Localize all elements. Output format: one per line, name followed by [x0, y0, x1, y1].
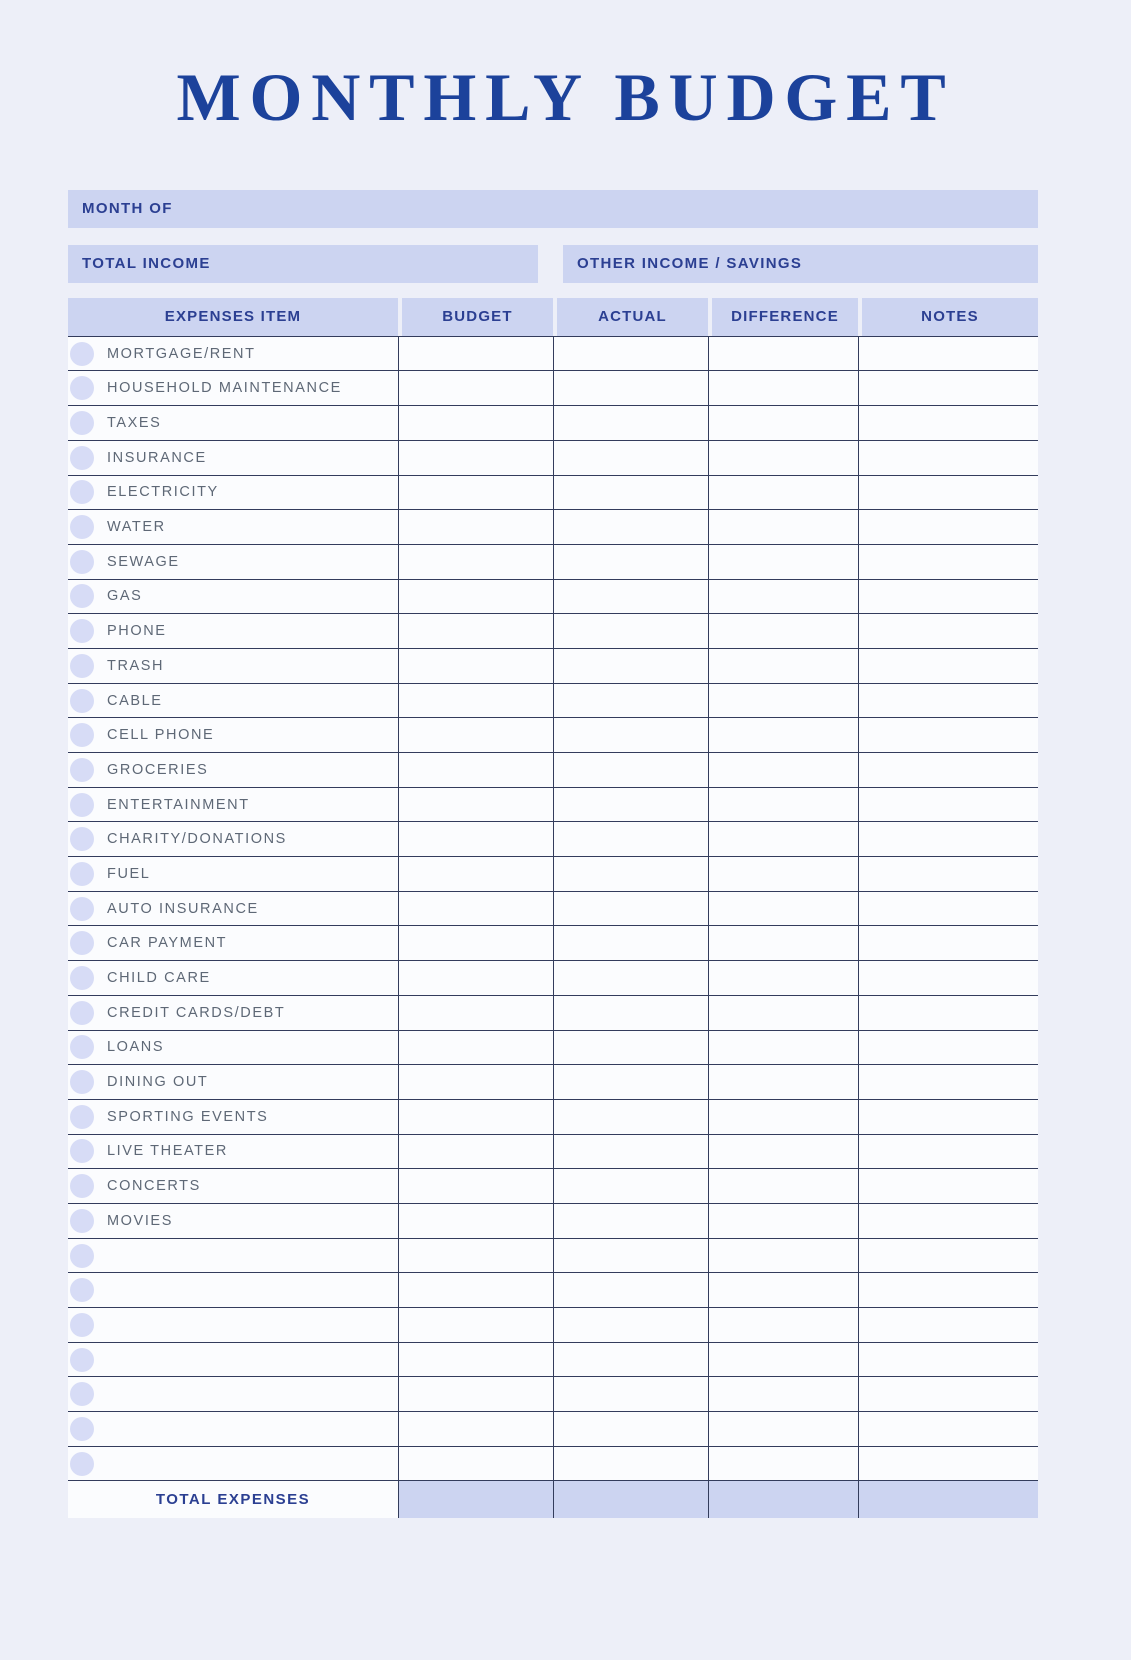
notes-cell[interactable]: [858, 1065, 1038, 1099]
budget-cell[interactable]: [398, 822, 553, 856]
notes-cell[interactable]: [858, 822, 1038, 856]
expense-label: CHARITY/DONATIONS: [107, 831, 287, 848]
actual-cell[interactable]: [553, 822, 708, 856]
notes-cell[interactable]: [858, 649, 1038, 683]
notes-cell[interactable]: [858, 1135, 1038, 1169]
expense-label: SEWAGE: [107, 553, 180, 570]
month-of-field[interactable]: [68, 190, 1038, 228]
table-row: [68, 926, 1038, 961]
bullet-icon: [70, 931, 94, 955]
total-difference-cell[interactable]: [708, 1481, 858, 1518]
difference-cell[interactable]: [708, 580, 858, 614]
month-of-label: MONTH OF: [82, 200, 173, 218]
bullet-icon: [70, 793, 94, 817]
bullet-icon: [70, 1278, 94, 1302]
budget-cell[interactable]: [398, 441, 553, 475]
notes-cell[interactable]: [858, 1447, 1038, 1481]
table-row: [68, 996, 1038, 1031]
notes-cell[interactable]: [858, 1343, 1038, 1377]
actual-cell[interactable]: [553, 545, 708, 579]
expense-label: TAXES: [107, 415, 162, 432]
notes-cell[interactable]: [858, 1377, 1038, 1411]
total-actual-cell[interactable]: [553, 1481, 708, 1518]
bullet-icon: [70, 654, 94, 678]
bullet-icon: [70, 1070, 94, 1094]
budget-cell[interactable]: [398, 961, 553, 995]
notes-cell[interactable]: [858, 1412, 1038, 1446]
expense-label: MOVIES: [107, 1212, 173, 1229]
budget-cell[interactable]: [398, 1273, 553, 1307]
table-row: [68, 1169, 1038, 1204]
expense-item-cell: [68, 1135, 398, 1169]
expense-item-cell: [68, 371, 398, 405]
notes-cell[interactable]: [858, 996, 1038, 1030]
difference-cell[interactable]: [708, 1377, 858, 1411]
difference-cell[interactable]: [708, 1031, 858, 1065]
expense-label: GAS: [107, 588, 143, 605]
header-budget: BUDGET: [398, 298, 553, 336]
difference-cell[interactable]: [708, 892, 858, 926]
header-notes: NOTES: [858, 298, 1038, 336]
notes-cell[interactable]: [858, 718, 1038, 752]
notes-cell[interactable]: [858, 857, 1038, 891]
expense-item-cell: [68, 1239, 398, 1273]
actual-cell[interactable]: [553, 788, 708, 822]
expense-item-cell: [68, 614, 398, 648]
expense-label: WATER: [107, 519, 166, 536]
bullet-icon: [70, 1001, 94, 1025]
difference-cell[interactable]: [708, 996, 858, 1030]
expense-item-cell: [68, 926, 398, 960]
bullet-icon: [70, 515, 94, 539]
actual-cell[interactable]: [553, 337, 708, 371]
budget-cell[interactable]: [398, 1169, 553, 1203]
table-row: [68, 1377, 1038, 1412]
difference-cell[interactable]: [708, 926, 858, 960]
table-row: [68, 371, 1038, 406]
table-header-row: [68, 298, 1038, 336]
notes-cell[interactable]: [858, 1308, 1038, 1342]
header-actual: ACTUAL: [553, 298, 708, 336]
table-row: [68, 1100, 1038, 1135]
notes-cell[interactable]: [858, 614, 1038, 648]
bullet-icon: [70, 411, 94, 435]
actual-cell[interactable]: [553, 649, 708, 683]
expense-item-cell: [68, 1065, 398, 1099]
expense-table: [68, 298, 1038, 1519]
expense-item-cell: [68, 1273, 398, 1307]
expense-item-cell: [68, 1377, 398, 1411]
total-row: [68, 1481, 1038, 1518]
notes-cell[interactable]: [858, 892, 1038, 926]
table-row: [68, 1031, 1038, 1066]
difference-cell[interactable]: [708, 406, 858, 440]
budget-cell[interactable]: [398, 892, 553, 926]
budget-cell[interactable]: [398, 1135, 553, 1169]
bullet-icon: [70, 966, 94, 990]
expense-label: CHILD CARE: [107, 970, 211, 987]
table-row: [68, 510, 1038, 545]
budget-cell[interactable]: [398, 1100, 553, 1134]
notes-cell[interactable]: [858, 1239, 1038, 1273]
expense-label: GROCERIES: [107, 761, 209, 778]
budget-cell[interactable]: [398, 1412, 553, 1446]
expense-label: FUEL: [107, 865, 151, 882]
expense-item-cell: [68, 684, 398, 718]
notes-cell[interactable]: [858, 545, 1038, 579]
expense-item-cell: [68, 1343, 398, 1377]
budget-sheet: [68, 190, 1038, 1519]
bullet-icon: [70, 862, 94, 886]
table-row: [68, 1204, 1038, 1239]
expense-label: ELECTRICITY: [107, 484, 219, 501]
table-row: [68, 406, 1038, 441]
difference-cell[interactable]: [708, 1135, 858, 1169]
bullet-icon: [70, 1105, 94, 1129]
expense-label: AUTO INSURANCE: [107, 900, 259, 917]
budget-cell[interactable]: [398, 1239, 553, 1273]
expense-item-cell: [68, 1204, 398, 1238]
bullet-icon: [70, 1313, 94, 1337]
actual-cell[interactable]: [553, 441, 708, 475]
budget-cell[interactable]: [398, 545, 553, 579]
bullet-icon: [70, 1174, 94, 1198]
notes-cell[interactable]: [858, 337, 1038, 371]
total-income-label: TOTAL INCOME: [82, 255, 211, 273]
actual-cell[interactable]: [553, 718, 708, 752]
expense-label: LOANS: [107, 1039, 165, 1056]
table-row: [68, 1412, 1038, 1447]
actual-cell[interactable]: [553, 996, 708, 1030]
budget-cell[interactable]: [398, 649, 553, 683]
expense-item-cell: [68, 649, 398, 683]
bullet-icon: [70, 1417, 94, 1441]
table-row: [68, 614, 1038, 649]
notes-cell[interactable]: [858, 1273, 1038, 1307]
bullet-icon: [70, 1139, 94, 1163]
bullet-icon: [70, 689, 94, 713]
total-income-field[interactable]: [68, 245, 538, 283]
expense-label: DINING OUT: [107, 1074, 209, 1091]
bullet-icon: [70, 619, 94, 643]
difference-cell[interactable]: [708, 545, 858, 579]
table-row: [68, 1308, 1038, 1343]
difference-cell[interactable]: [708, 961, 858, 995]
expense-label: CAR PAYMENT: [107, 935, 228, 952]
difference-cell[interactable]: [708, 718, 858, 752]
expense-item-cell: [68, 718, 398, 752]
actual-cell[interactable]: [553, 1308, 708, 1342]
difference-cell[interactable]: [708, 1308, 858, 1342]
notes-cell[interactable]: [858, 1169, 1038, 1203]
budget-cell[interactable]: [398, 926, 553, 960]
expense-label: INSURANCE: [107, 449, 207, 466]
notes-cell[interactable]: [858, 510, 1038, 544]
budget-cell[interactable]: [398, 788, 553, 822]
expense-label: LIVE THEATER: [107, 1143, 228, 1160]
bullet-icon: [70, 897, 94, 921]
notes-cell[interactable]: [858, 1100, 1038, 1134]
budget-cell[interactable]: [398, 1377, 553, 1411]
expense-item-cell: [68, 1100, 398, 1134]
difference-cell[interactable]: [708, 614, 858, 648]
difference-cell[interactable]: [708, 1447, 858, 1481]
notes-cell[interactable]: [858, 476, 1038, 510]
budget-cell[interactable]: [398, 1204, 553, 1238]
expense-item-cell: [68, 753, 398, 787]
expense-label: CONCERTS: [107, 1178, 201, 1195]
difference-cell[interactable]: [708, 753, 858, 787]
budget-cell[interactable]: [398, 857, 553, 891]
actual-cell[interactable]: [553, 961, 708, 995]
total-budget-cell[interactable]: [398, 1481, 553, 1518]
total-notes-cell[interactable]: [858, 1481, 1038, 1518]
expense-item-cell: [68, 476, 398, 510]
expense-item-cell: [68, 1031, 398, 1065]
bullet-icon: [70, 1209, 94, 1233]
difference-cell[interactable]: [708, 476, 858, 510]
budget-cell[interactable]: [398, 1065, 553, 1099]
table-row: [68, 684, 1038, 719]
budget-cell[interactable]: [398, 1308, 553, 1342]
difference-cell[interactable]: [708, 337, 858, 371]
table-row: [68, 441, 1038, 476]
actual-cell[interactable]: [553, 1135, 708, 1169]
expense-item-cell: [68, 996, 398, 1030]
difference-cell[interactable]: [708, 510, 858, 544]
expense-item-cell: [68, 1308, 398, 1342]
notes-cell[interactable]: [858, 441, 1038, 475]
actual-cell[interactable]: [553, 1169, 708, 1203]
actual-cell[interactable]: [553, 510, 708, 544]
expense-label: ENTERTAINMENT: [107, 796, 250, 813]
expense-item-cell: [68, 857, 398, 891]
notes-cell[interactable]: [858, 753, 1038, 787]
table-row: [68, 753, 1038, 788]
budget-cell[interactable]: [398, 580, 553, 614]
difference-cell[interactable]: [708, 857, 858, 891]
bullet-icon: [70, 827, 94, 851]
bullet-icon: [70, 550, 94, 574]
budget-cell[interactable]: [398, 684, 553, 718]
actual-cell[interactable]: [553, 1031, 708, 1065]
difference-cell[interactable]: [708, 1239, 858, 1273]
budget-cell[interactable]: [398, 1343, 553, 1377]
difference-cell[interactable]: [708, 684, 858, 718]
notes-cell[interactable]: [858, 580, 1038, 614]
budget-cell[interactable]: [398, 1031, 553, 1065]
actual-cell[interactable]: [553, 684, 708, 718]
expense-label: SPORTING EVENTS: [107, 1108, 269, 1125]
notes-cell[interactable]: [858, 1204, 1038, 1238]
actual-cell[interactable]: [553, 1343, 708, 1377]
actual-cell[interactable]: [553, 1447, 708, 1481]
actual-cell[interactable]: [553, 753, 708, 787]
table-row: [68, 1273, 1038, 1308]
budget-cell[interactable]: [398, 614, 553, 648]
table-row: [68, 961, 1038, 996]
bullet-icon: [70, 1348, 94, 1372]
actual-cell[interactable]: [553, 1065, 708, 1099]
table-row: [68, 1239, 1038, 1274]
expense-item-cell: [68, 510, 398, 544]
notes-cell[interactable]: [858, 406, 1038, 440]
bullet-icon: [70, 480, 94, 504]
table-row: [68, 1135, 1038, 1170]
bullet-icon: [70, 342, 94, 366]
bullet-icon: [70, 584, 94, 608]
bullet-icon: [70, 376, 94, 400]
table-row: [68, 337, 1038, 372]
difference-cell[interactable]: [708, 1204, 858, 1238]
budget-cell[interactable]: [398, 996, 553, 1030]
difference-cell[interactable]: [708, 1100, 858, 1134]
actual-cell[interactable]: [553, 892, 708, 926]
bullet-icon: [70, 723, 94, 747]
table-row: [68, 580, 1038, 615]
difference-cell[interactable]: [708, 1412, 858, 1446]
notes-cell[interactable]: [858, 788, 1038, 822]
page-title: MONTHLY BUDGET: [176, 59, 955, 135]
actual-cell[interactable]: [553, 1377, 708, 1411]
bullet-icon: [70, 1452, 94, 1476]
actual-cell[interactable]: [553, 371, 708, 405]
actual-cell[interactable]: [553, 1100, 708, 1134]
bullet-icon: [70, 1035, 94, 1059]
difference-cell[interactable]: [708, 441, 858, 475]
table-row: [68, 857, 1038, 892]
table-row: [68, 822, 1038, 857]
bullet-icon: [70, 446, 94, 470]
difference-cell[interactable]: [708, 649, 858, 683]
expense-item-cell: [68, 337, 398, 371]
expense-label: PHONE: [107, 623, 167, 640]
expense-item-cell: [68, 822, 398, 856]
budget-cell[interactable]: [398, 337, 553, 371]
table-row: [68, 649, 1038, 684]
total-expenses-label: TOTAL EXPENSES: [68, 1481, 398, 1518]
notes-cell[interactable]: [858, 371, 1038, 405]
actual-cell[interactable]: [553, 580, 708, 614]
expense-item-cell: [68, 1169, 398, 1203]
actual-cell[interactable]: [553, 857, 708, 891]
expense-item-cell: [68, 406, 398, 440]
difference-cell[interactable]: [708, 1273, 858, 1307]
expense-item-cell: [68, 545, 398, 579]
actual-cell[interactable]: [553, 406, 708, 440]
budget-cell[interactable]: [398, 510, 553, 544]
actual-cell[interactable]: [553, 926, 708, 960]
budget-cell[interactable]: [398, 371, 553, 405]
difference-cell[interactable]: [708, 1343, 858, 1377]
actual-cell[interactable]: [553, 1412, 708, 1446]
notes-cell[interactable]: [858, 926, 1038, 960]
table-row: [68, 1065, 1038, 1100]
other-income-label: OTHER INCOME / SAVINGS: [577, 255, 803, 273]
expense-label: MORTGAGE/RENT: [107, 345, 256, 362]
income-row: [68, 245, 1038, 283]
expense-item-cell: [68, 788, 398, 822]
header-difference: DIFFERENCE: [708, 298, 858, 336]
notes-cell[interactable]: [858, 961, 1038, 995]
expense-item-cell: [68, 1447, 398, 1481]
notes-cell[interactable]: [858, 684, 1038, 718]
expense-label: CABLE: [107, 692, 163, 709]
bullet-icon: [70, 1244, 94, 1268]
bullet-icon: [70, 758, 94, 782]
expense-item-cell: [68, 580, 398, 614]
actual-cell[interactable]: [553, 476, 708, 510]
notes-cell[interactable]: [858, 1031, 1038, 1065]
table-row: [68, 892, 1038, 927]
other-income-field[interactable]: [563, 245, 1038, 283]
expense-label: CREDIT CARDS/DEBT: [107, 1004, 286, 1021]
expense-item-cell: [68, 892, 398, 926]
difference-cell[interactable]: [708, 1169, 858, 1203]
table-row: [68, 476, 1038, 511]
expense-item-cell: [68, 1412, 398, 1446]
expense-table-body: [68, 336, 1038, 1482]
expense-label: CELL PHONE: [107, 727, 215, 744]
actual-cell[interactable]: [553, 1239, 708, 1273]
table-row: [68, 1447, 1038, 1482]
expense-item-cell: [68, 441, 398, 475]
table-row: [68, 1343, 1038, 1378]
budget-cell[interactable]: [398, 1447, 553, 1481]
actual-cell[interactable]: [553, 1204, 708, 1238]
budget-cell[interactable]: [398, 753, 553, 787]
table-row: [68, 788, 1038, 823]
header-expenses-item: EXPENSES ITEM: [68, 298, 398, 336]
budget-cell[interactable]: [398, 406, 553, 440]
budget-cell[interactable]: [398, 718, 553, 752]
difference-cell[interactable]: [708, 822, 858, 856]
actual-cell[interactable]: [553, 614, 708, 648]
expense-item-cell: [68, 961, 398, 995]
table-row: [68, 545, 1038, 580]
difference-cell[interactable]: [708, 1065, 858, 1099]
actual-cell[interactable]: [553, 1273, 708, 1307]
bullet-icon: [70, 1382, 94, 1406]
table-row: [68, 718, 1038, 753]
difference-cell[interactable]: [708, 371, 858, 405]
budget-cell[interactable]: [398, 476, 553, 510]
expense-label: HOUSEHOLD MAINTENANCE: [107, 380, 342, 397]
difference-cell[interactable]: [708, 788, 858, 822]
expense-label: TRASH: [107, 657, 165, 674]
